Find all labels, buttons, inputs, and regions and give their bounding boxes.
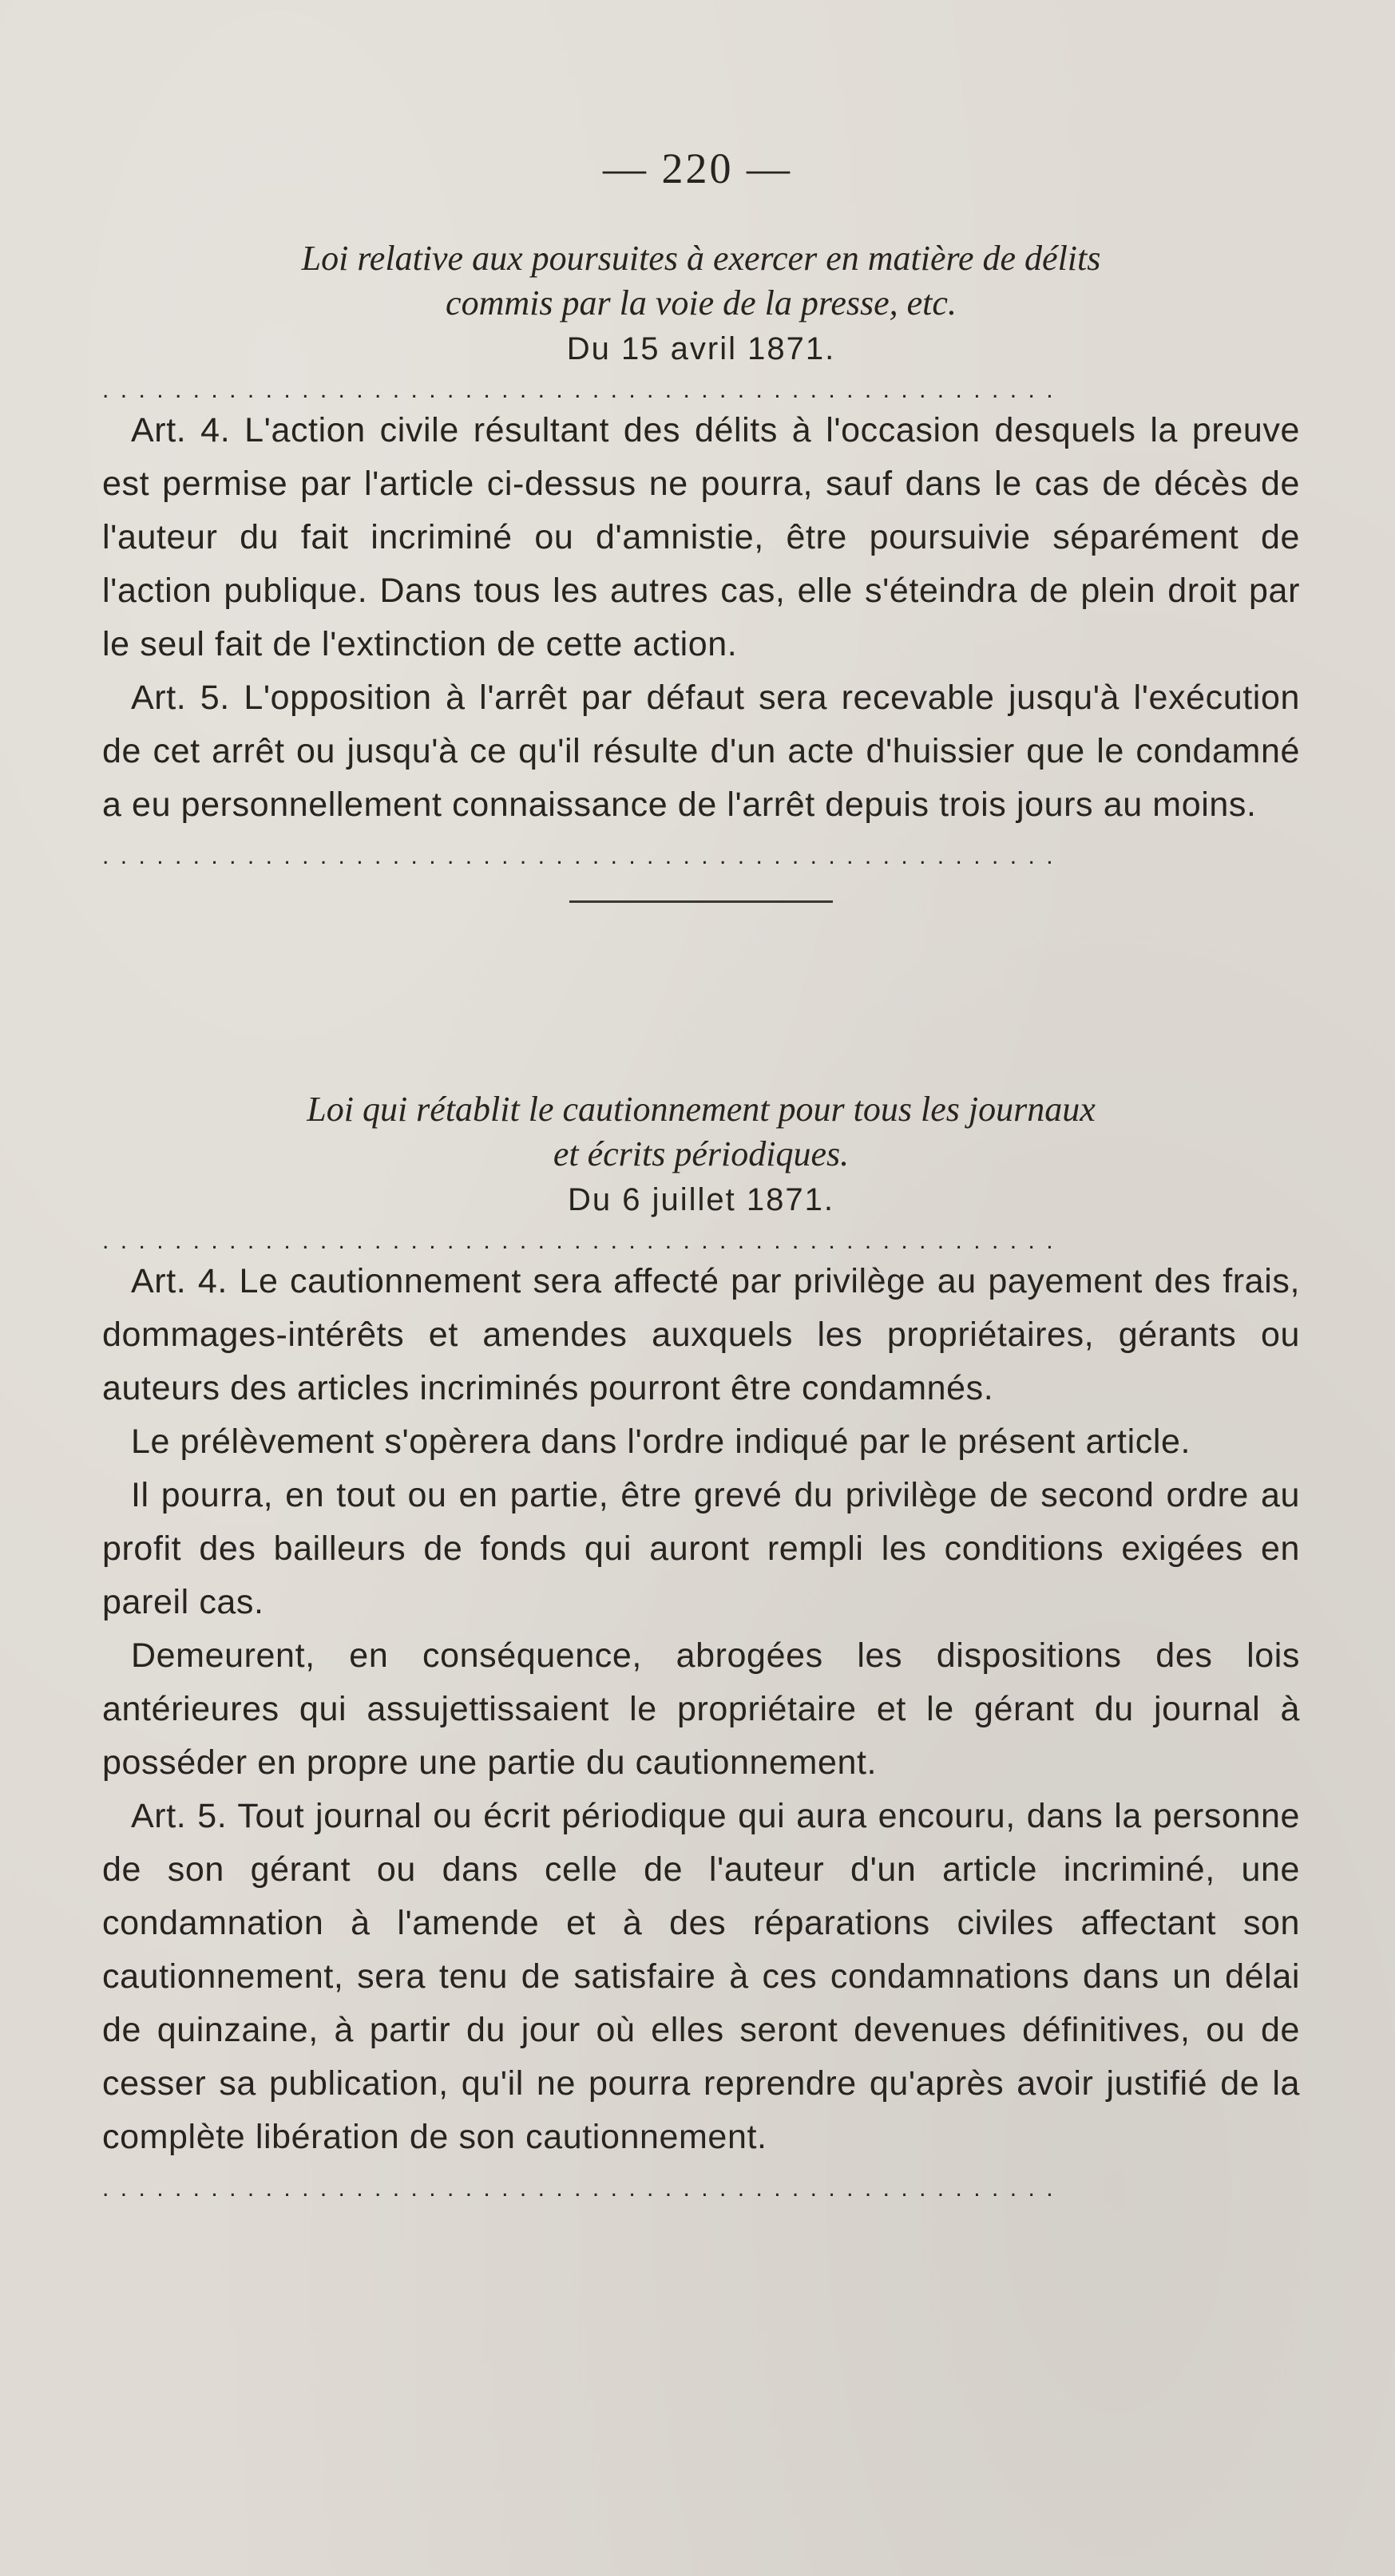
- section-divider: [569, 900, 833, 903]
- section-title-line-1: Loi qui rétablit le cautionnement pour tous les journaux: [307, 1090, 1096, 1129]
- article-paragraph: Art. 4. Le cautionnement sera affecté par privilège au payement des frais, dommages-intérêts et amendes auxquels les propriétaires, gérants ou auteurs des articles incriminés pourront être condamnés.: [102, 1262, 1300, 1407]
- section-title-line-1: Loi relative aux poursuites à exercer en matière de délits: [301, 239, 1101, 278]
- article-paragraph: Le prélèvement s'opèrera dans l'ordre indiqué par le présent article.: [131, 1423, 1191, 1461]
- section-title-line-2: commis par la voie de la presse, etc.: [446, 283, 957, 322]
- article-paragraph: Demeurent, en conséquence, abrogées les dispositions des lois antérieures qui assujettissaient le propriétaire et le gérant du journal à posséder en propre une partie du cautionnement.: [102, 1636, 1300, 1782]
- section-loi-15-avril: [102, 236, 1300, 903]
- section-title-line-2: et écrits périodiques.: [553, 1134, 850, 1173]
- article-paragraph: Art. 5. Tout journal ou écrit périodique qui aura encouru, dans la personne de son gérant ou dans celle de l'auteur d'un article incriminé, une condamnation à l'amende et à des réparations civiles affectant son cautionnement, sera tenu de satisfaire à ces condamnations dans un délai de quinzaine, à partir du jour où elles seront devenues définitives, ou de cesser sa publication, qu'il ne pourra reprendre qu'après avoir justifié de la complète libération de son cautionnement.: [102, 1797, 1300, 2156]
- page-number: — 220 —: [603, 144, 792, 192]
- section-loi-6-juillet: [102, 1087, 1300, 2202]
- article-paragraph: Art. 4. L'action civile résultant des délits à l'occasion desquels la preuve est permise par l'article ci-dessus ne pourra, sauf dans le cas de décès de l'auteur du fait incriminé ou d'amnistie, être poursuivie séparément de l'action publique. Dans tous les autres cas, elle s'éteindra de plein droit par le seul fait de l'extinction de cette action.: [102, 411, 1300, 663]
- article-paragraph: Il pourra, en tout ou en partie, être grevé du privilège de second ordre au profit des bailleurs de fonds qui auront rempli les conditions exigées en pareil cas.: [102, 1476, 1300, 1621]
- dot-leader: .....................................................: [102, 2175, 1064, 2202]
- section-date: Du 15 avril 1871.: [566, 331, 836, 366]
- article-paragraph: Art. 5. L'opposition à l'arrêt par défaut sera recevable jusqu'à l'exécution de cet arrêt ou jusqu'à ce qu'il résulte d'un acte d'huissier que le condamné a eu personnellement connaissance de l'arrêt depuis trois jours au moins.: [102, 679, 1300, 824]
- dot-leader: .....................................................: [102, 1228, 1064, 1254]
- section-title: [102, 1087, 1300, 1177]
- section-date: Du 6 juillet 1871.: [568, 1182, 834, 1217]
- dot-leader: .....................................................: [102, 843, 1064, 869]
- section-title: [102, 236, 1300, 326]
- dot-leader: .....................................................: [102, 377, 1064, 403]
